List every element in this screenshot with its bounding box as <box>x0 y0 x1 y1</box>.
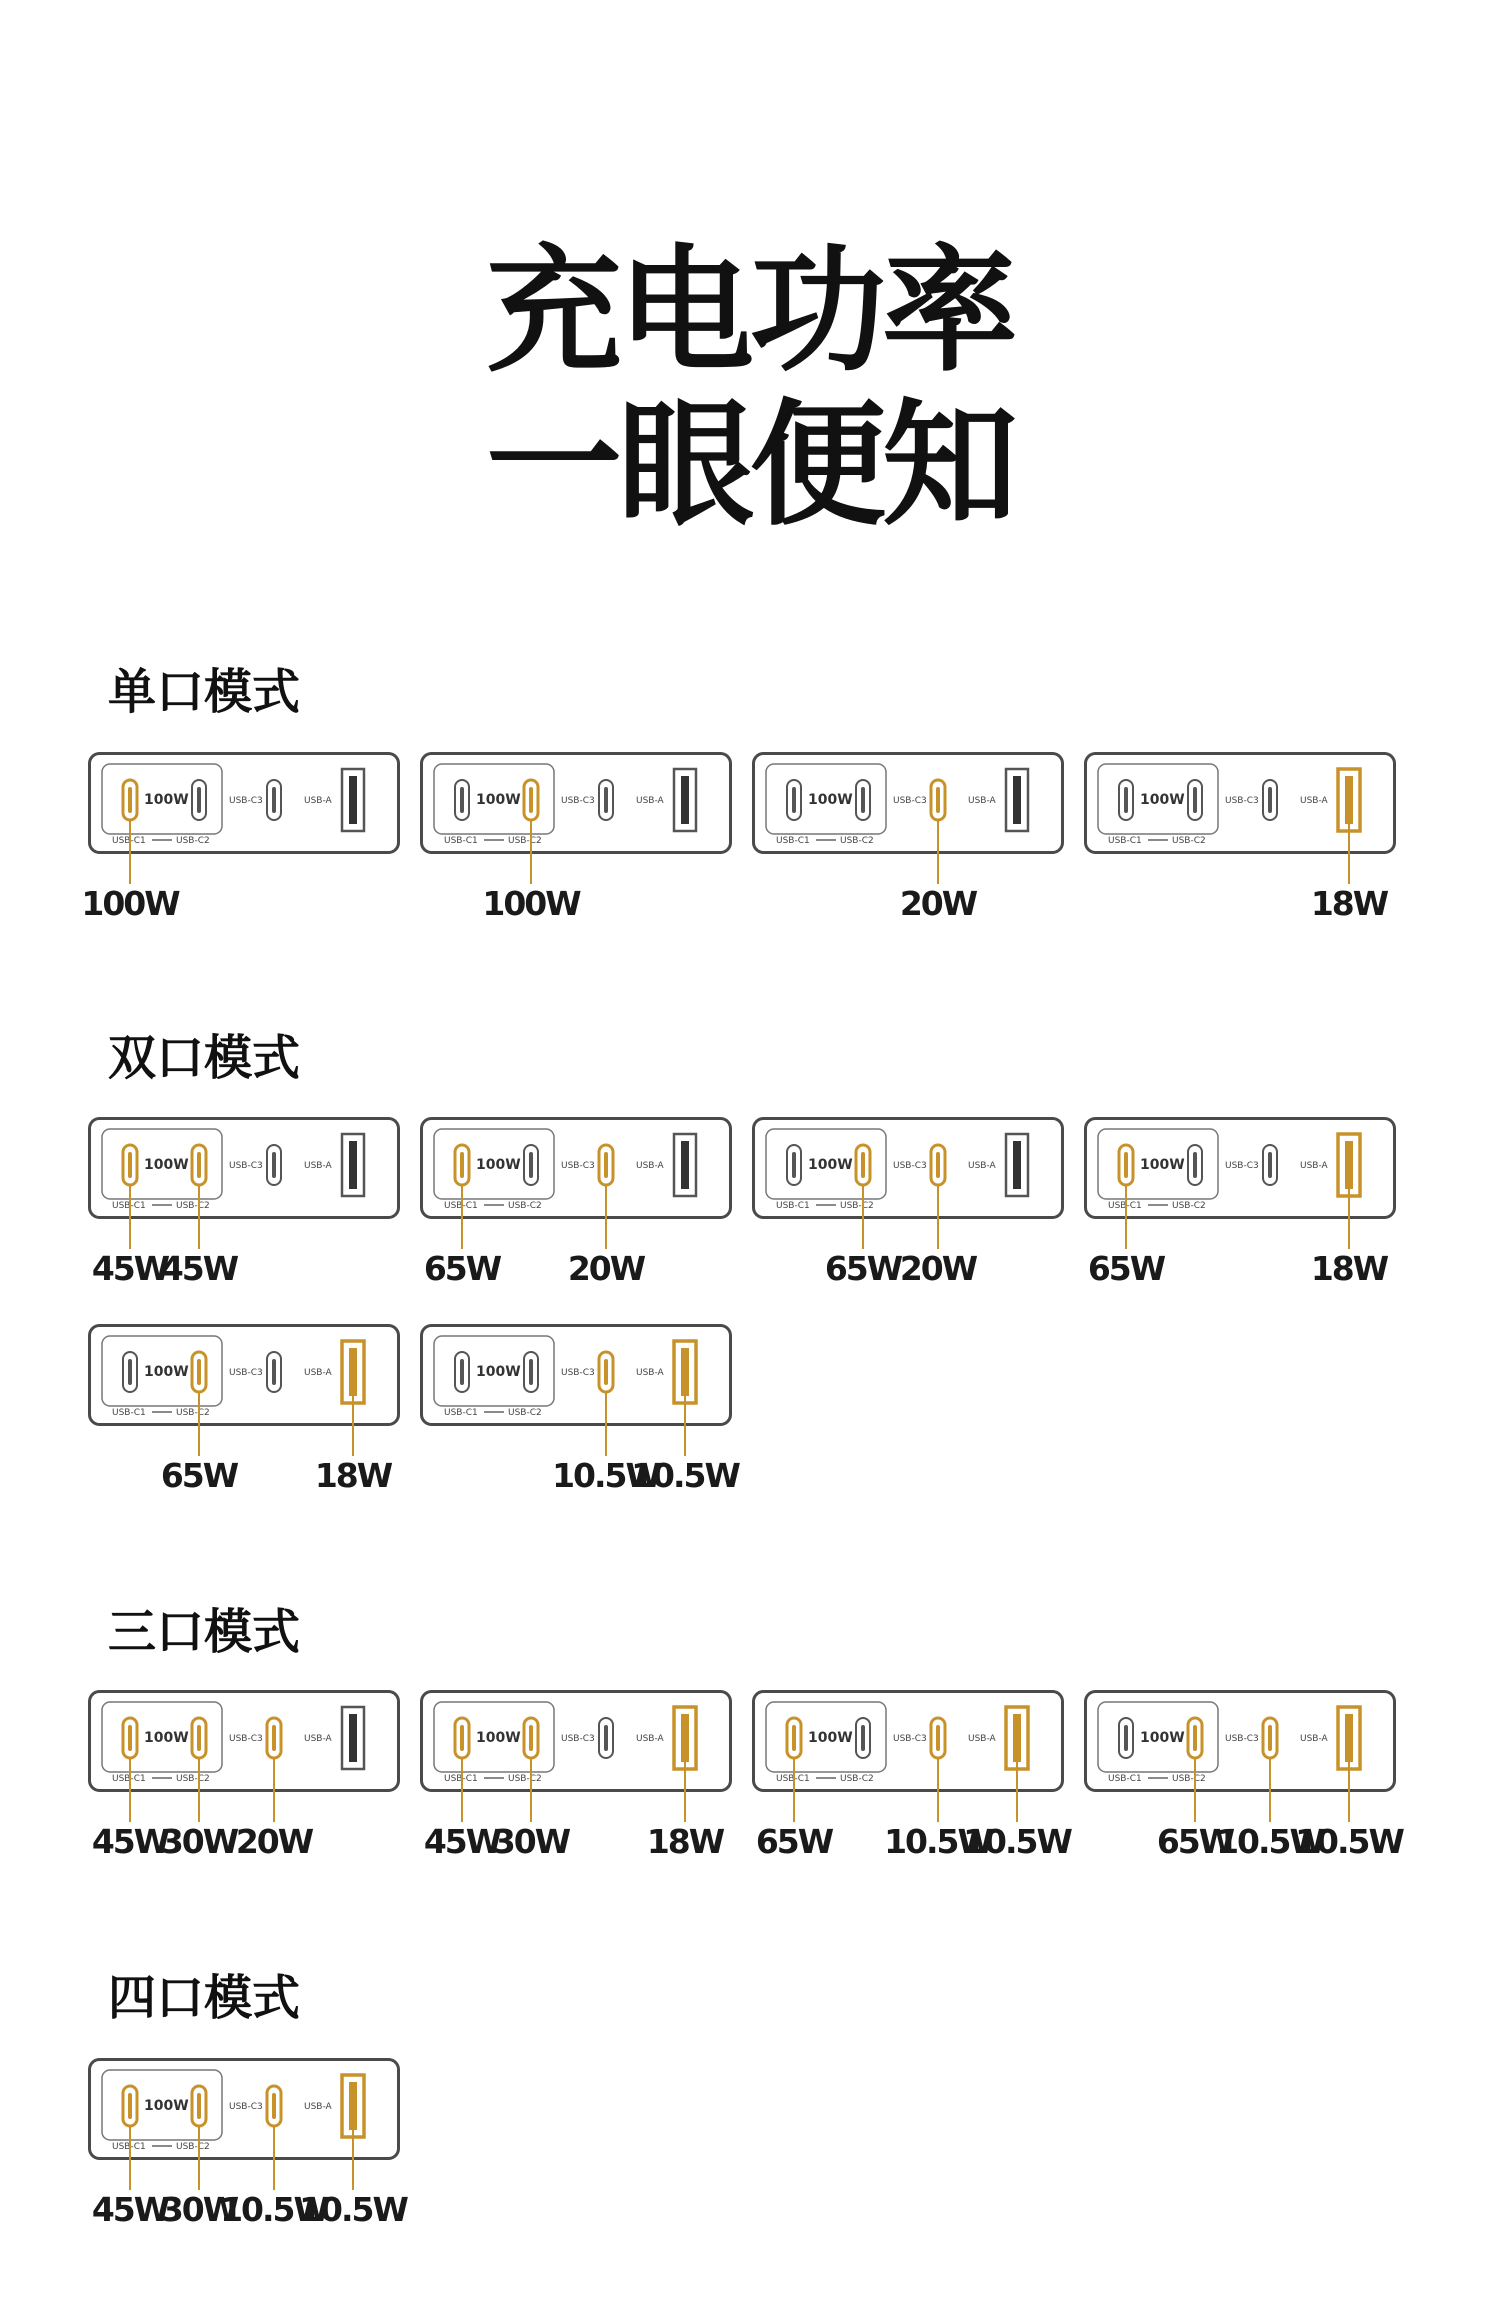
charger-diagram <box>88 1324 400 1428</box>
usb-a-port-tongue <box>1013 776 1021 824</box>
watt-label-c2: 30W <box>492 1822 570 1861</box>
watt-label-c3: 10.5W <box>1216 1822 1324 1861</box>
port-label-c2: USB-C2 <box>176 2142 210 2152</box>
watt-label-c1: 65W <box>423 1249 501 1288</box>
usb-c-port-tongue <box>604 1152 608 1178</box>
charger-diagram <box>88 1690 400 1794</box>
usb-c-port-tongue <box>936 1152 940 1178</box>
charger-diagram <box>88 1117 400 1221</box>
port-label-c2: USB-C2 <box>508 1774 542 1784</box>
usb-c-port-tongue <box>1268 1725 1272 1751</box>
watt-label-c1: 65W <box>755 1822 833 1861</box>
watt-label-a: 10.5W <box>963 1822 1071 1861</box>
port-label-c2: USB-C2 <box>1172 1774 1206 1784</box>
watt-label-c3: 20W <box>567 1249 645 1288</box>
port-label-c1: USB-C1 <box>444 1408 478 1418</box>
port-label-c2: USB-C2 <box>508 1201 542 1211</box>
usb-c-port-tongue <box>197 1359 201 1385</box>
usb-c-port-tongue <box>529 1359 533 1385</box>
port-label-c3: USB-C3 <box>561 1368 595 1378</box>
port-label-c2: USB-C2 <box>176 1201 210 1211</box>
port-label-c2: USB-C2 <box>508 836 542 846</box>
port-label-c3: USB-C3 <box>229 2102 263 2112</box>
page-title <box>0 235 1500 543</box>
charger-diagram <box>420 752 732 856</box>
charger-diagram <box>420 1324 732 1428</box>
usb-c-port-tongue <box>197 787 201 813</box>
port-label-c1: USB-C1 <box>112 2142 146 2152</box>
usb-a-port-tongue <box>681 1348 689 1396</box>
port-label-c1: USB-C1 <box>776 1774 810 1784</box>
usb-c-port-tongue <box>792 787 796 813</box>
usb-a-port-tongue <box>1345 776 1353 824</box>
charger-svg <box>752 752 1064 856</box>
port-label-c2: USB-C2 <box>840 836 874 846</box>
charger-diagram <box>752 1690 1064 1794</box>
usb-c-port-tongue <box>128 1725 132 1751</box>
section-title: 三口模式 <box>108 1604 301 1660</box>
port-label-c3: USB-C3 <box>229 796 263 806</box>
port-label-a: USB-A <box>636 796 664 806</box>
usb-a-port-tongue <box>681 1714 689 1762</box>
port-label-c3: USB-C3 <box>561 1734 595 1744</box>
charger-diagram <box>1084 752 1396 856</box>
port-label-a: USB-A <box>1300 1161 1328 1171</box>
usb-c-port-tongue <box>272 1152 276 1178</box>
power-label: 100W <box>1140 1730 1185 1746</box>
charger-svg <box>88 1117 400 1221</box>
charger-diagram <box>752 752 1064 856</box>
usb-c-port-tongue <box>529 1725 533 1751</box>
charger-diagram <box>88 752 400 856</box>
usb-c-port-tongue <box>1193 787 1197 813</box>
usb-c-port-tongue <box>1193 1725 1197 1751</box>
usb-c-port-tongue <box>272 1359 276 1385</box>
watt-label-c2: 65W <box>824 1249 902 1288</box>
watt-label-c3: 20W <box>235 1822 313 1861</box>
usb-a-port-tongue <box>349 1141 357 1189</box>
watt-label-c2: 30W <box>160 1822 238 1861</box>
port-label-c3: USB-C3 <box>1225 1161 1259 1171</box>
power-label: 100W <box>144 2098 189 2114</box>
usb-c-port-tongue <box>604 787 608 813</box>
power-label: 100W <box>476 1730 521 1746</box>
charger-svg <box>1084 752 1396 856</box>
usb-c-port-tongue <box>1193 1152 1197 1178</box>
port-label-a: USB-A <box>968 1161 996 1171</box>
port-label-c1: USB-C1 <box>112 836 146 846</box>
port-label-c3: USB-C3 <box>229 1161 263 1171</box>
usb-a-port-tongue <box>1345 1714 1353 1762</box>
port-label-c2: USB-C2 <box>508 1408 542 1418</box>
watt-label-c2: 100W <box>482 884 580 923</box>
usb-c-port-tongue <box>1124 787 1128 813</box>
power-label: 100W <box>476 1157 521 1173</box>
usb-a-port-tongue <box>1345 1141 1353 1189</box>
port-label-c1: USB-C1 <box>112 1408 146 1418</box>
port-label-c2: USB-C2 <box>176 1408 210 1418</box>
usb-c-port-tongue <box>272 1725 276 1751</box>
port-label-c1: USB-C1 <box>444 1201 478 1211</box>
power-label: 100W <box>808 1730 853 1746</box>
usb-a-port-tongue <box>349 776 357 824</box>
port-label-c2: USB-C2 <box>840 1774 874 1784</box>
charger-diagram <box>1084 1117 1396 1221</box>
usb-c-port-tongue <box>272 2093 276 2119</box>
section-title: 单口模式 <box>108 664 301 720</box>
port-label-c2: USB-C2 <box>176 836 210 846</box>
port-label-c3: USB-C3 <box>561 796 595 806</box>
port-label-c2: USB-C2 <box>1172 1201 1206 1211</box>
port-label-a: USB-A <box>636 1368 664 1378</box>
port-label-c1: USB-C1 <box>776 836 810 846</box>
port-label-c1: USB-C1 <box>1108 1774 1142 1784</box>
port-label-c1: USB-C1 <box>444 836 478 846</box>
port-label-c2: USB-C2 <box>1172 836 1206 846</box>
usb-a-port-tongue <box>1013 1714 1021 1762</box>
port-label-c1: USB-C1 <box>776 1201 810 1211</box>
usb-c-port-tongue <box>861 1725 865 1751</box>
port-label-a: USB-A <box>1300 1734 1328 1744</box>
watt-label-a: 18W <box>646 1822 724 1861</box>
usb-a-port-tongue <box>349 1714 357 1762</box>
port-label-a: USB-A <box>968 796 996 806</box>
power-label: 100W <box>1140 1157 1185 1173</box>
port-label-c1: USB-C1 <box>1108 836 1142 846</box>
watt-label-c1: 45W <box>91 2190 169 2229</box>
usb-c-port-tongue <box>128 2093 132 2119</box>
watt-label-a: 18W <box>1310 1249 1388 1288</box>
charger-svg <box>1084 1117 1396 1221</box>
power-label: 100W <box>808 1157 853 1173</box>
usb-c-port-tongue <box>792 1152 796 1178</box>
charger-diagram <box>420 1690 732 1794</box>
port-label-c3: USB-C3 <box>561 1161 595 1171</box>
port-label-a: USB-A <box>304 2102 332 2112</box>
watt-label-a: 18W <box>1310 884 1388 923</box>
usb-c-port-tongue <box>604 1725 608 1751</box>
watt-label-c1: 45W <box>91 1822 169 1861</box>
usb-c-port-tongue <box>197 1725 201 1751</box>
usb-a-port-tongue <box>1013 1141 1021 1189</box>
charger-diagram <box>420 1117 732 1221</box>
power-label: 100W <box>808 792 853 808</box>
port-label-a: USB-A <box>968 1734 996 1744</box>
watt-label-c1: 100W <box>81 884 179 923</box>
usb-c-port-tongue <box>1124 1152 1128 1178</box>
usb-c-port-tongue <box>936 1725 940 1751</box>
charger-svg <box>88 2058 400 2162</box>
usb-c-port-tongue <box>460 787 464 813</box>
charger-svg <box>88 1690 400 1794</box>
power-label: 100W <box>476 792 521 808</box>
usb-c-port-tongue <box>460 1359 464 1385</box>
usb-a-port-tongue <box>349 1348 357 1396</box>
usb-c-port-tongue <box>272 787 276 813</box>
port-label-a: USB-A <box>304 1734 332 1744</box>
usb-c-port-tongue <box>1124 1725 1128 1751</box>
charger-svg <box>1084 1690 1396 1794</box>
port-label-a: USB-A <box>304 1368 332 1378</box>
title-line-1: 充电功率 <box>486 233 1014 391</box>
usb-a-port-tongue <box>681 1141 689 1189</box>
power-label: 100W <box>144 1157 189 1173</box>
port-label-c3: USB-C3 <box>1225 796 1259 806</box>
watt-label-a: 10.5W <box>1295 1822 1403 1861</box>
usb-c-port-tongue <box>197 1152 201 1178</box>
port-label-c3: USB-C3 <box>229 1368 263 1378</box>
usb-c-port-tongue <box>460 1725 464 1751</box>
port-label-a: USB-A <box>1300 796 1328 806</box>
usb-c-port-tongue <box>529 1152 533 1178</box>
port-label-c3: USB-C3 <box>893 1161 927 1171</box>
watt-label-c3: 10.5W <box>220 2190 328 2229</box>
charger-svg <box>420 1117 732 1221</box>
usb-c-port-tongue <box>792 1725 796 1751</box>
watt-label-a: 10.5W <box>631 1456 739 1495</box>
usb-c-port-tongue <box>604 1359 608 1385</box>
charger-diagram <box>88 2058 400 2162</box>
usb-c-port-tongue <box>861 787 865 813</box>
title-line-2: 一眼便知 <box>486 387 1014 545</box>
charger-diagram <box>752 1117 1064 1221</box>
usb-c-port-tongue <box>1268 1152 1272 1178</box>
charger-svg <box>88 752 400 856</box>
charger-svg <box>420 1690 732 1794</box>
charger-svg <box>420 752 732 856</box>
watt-label-c3: 10.5W <box>884 1822 992 1861</box>
usb-c-port-tongue <box>128 1152 132 1178</box>
power-label: 100W <box>1140 792 1185 808</box>
watt-label-a: 10.5W <box>299 2190 407 2229</box>
watt-label-c1: 45W <box>91 1249 169 1288</box>
usb-c-port-tongue <box>861 1152 865 1178</box>
port-label-c2: USB-C2 <box>840 1201 874 1211</box>
port-label-c3: USB-C3 <box>893 1734 927 1744</box>
section-title: 四口模式 <box>108 1970 301 2026</box>
usb-c-port-tongue <box>1268 787 1272 813</box>
power-label: 100W <box>144 1364 189 1380</box>
watt-label-c3: 10.5W <box>552 1456 660 1495</box>
charger-svg <box>752 1690 1064 1794</box>
watt-label-c2: 45W <box>160 1249 238 1288</box>
port-label-c2: USB-C2 <box>176 1774 210 1784</box>
usb-c-port-tongue <box>197 2093 201 2119</box>
watt-label-c1: 45W <box>423 1822 501 1861</box>
charger-svg <box>420 1324 732 1428</box>
usb-c-port-tongue <box>128 1359 132 1385</box>
power-label: 100W <box>144 792 189 808</box>
usb-a-port-tongue <box>681 776 689 824</box>
port-label-c1: USB-C1 <box>1108 1201 1142 1211</box>
charger-svg <box>752 1117 1064 1221</box>
port-label-a: USB-A <box>636 1734 664 1744</box>
port-label-c1: USB-C1 <box>112 1201 146 1211</box>
watt-label-c3: 20W <box>899 884 977 923</box>
port-label-c3: USB-C3 <box>893 796 927 806</box>
port-label-c3: USB-C3 <box>229 1734 263 1744</box>
power-label: 100W <box>144 1730 189 1746</box>
watt-label-c2: 30W <box>160 2190 238 2229</box>
port-label-a: USB-A <box>636 1161 664 1171</box>
watt-label-c3: 20W <box>899 1249 977 1288</box>
section-title: 双口模式 <box>108 1030 301 1086</box>
port-label-c1: USB-C1 <box>112 1774 146 1784</box>
charger-diagram <box>1084 1690 1396 1794</box>
usb-c-port-tongue <box>529 787 533 813</box>
usb-c-port-tongue <box>128 787 132 813</box>
watt-label-a: 18W <box>314 1456 392 1495</box>
port-label-a: USB-A <box>304 796 332 806</box>
watt-label-c1: 65W <box>1087 1249 1165 1288</box>
power-label: 100W <box>476 1364 521 1380</box>
charger-svg <box>88 1324 400 1428</box>
port-label-c3: USB-C3 <box>1225 1734 1259 1744</box>
usb-c-port-tongue <box>936 787 940 813</box>
usb-a-port-tongue <box>349 2082 357 2130</box>
port-label-a: USB-A <box>304 1161 332 1171</box>
watt-label-c2: 65W <box>1156 1822 1234 1861</box>
port-label-c1: USB-C1 <box>444 1774 478 1784</box>
watt-label-c2: 65W <box>160 1456 238 1495</box>
usb-c-port-tongue <box>460 1152 464 1178</box>
